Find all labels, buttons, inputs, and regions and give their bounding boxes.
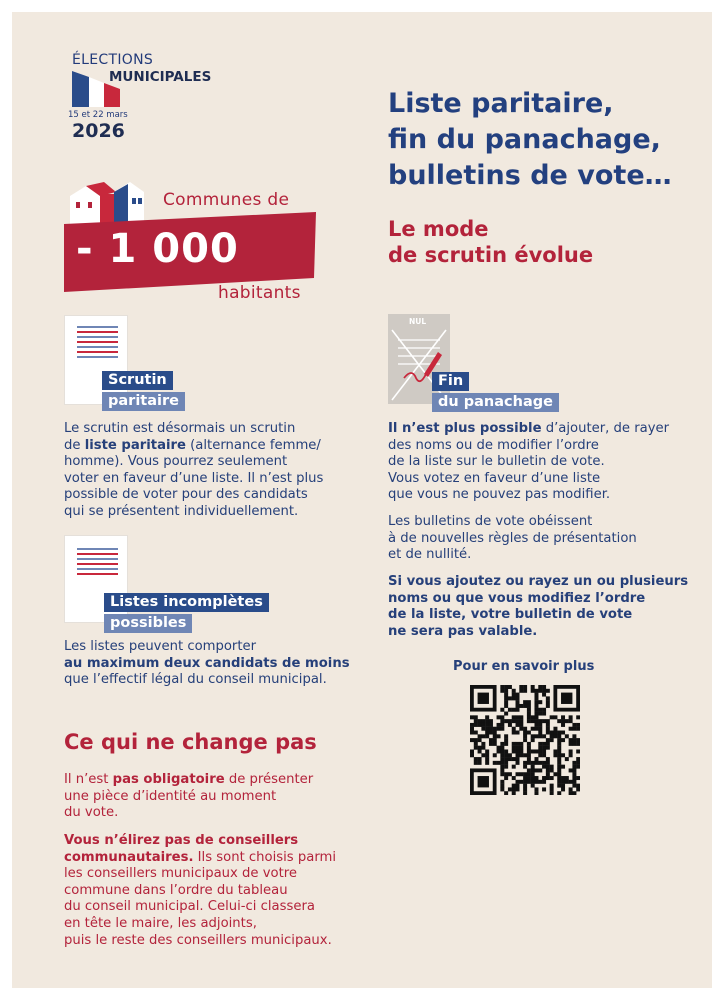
listes-incompletes-heading: [104, 591, 269, 633]
incompletes-paragraph: [64, 639, 364, 689]
unchanged-line: en tête le maire, les adjoints,: [64, 915, 257, 931]
panachage-paragraph-2: [388, 514, 688, 564]
banner-top-label: Communes de: [163, 190, 290, 210]
scrutin-line: qui se présentent individuellement.: [64, 503, 299, 519]
municipales-label: MUNICIPALES: [109, 69, 212, 85]
scrutin-line: homme). Vous pourrez seulement: [64, 454, 288, 470]
panachage-warning: [388, 574, 698, 640]
unchanged-line: du vote.: [64, 805, 119, 821]
warning-line: Si vous ajoutez ou rayez un ou plusieurs: [388, 574, 689, 589]
warning-line: noms ou que vous modifiez l’ordre: [388, 590, 646, 606]
unchanged-paragraph-2: [64, 833, 364, 949]
unchanged-line: du conseil municipal. Celui-ci classera: [64, 899, 315, 915]
scrutin-line: possible de voter pour des candidats: [64, 487, 308, 503]
incompletes-line: que l’effectif légal du conseil municipal.: [64, 672, 327, 688]
elections-logo: [68, 52, 232, 152]
panachage-line: Vous votez en faveur d’une liste: [388, 470, 601, 486]
panachage-heading: [432, 370, 559, 412]
unchanged-line: commune dans l’ordre du tableau: [64, 882, 288, 898]
unchanged-line: une pièce d’identité au moment: [64, 788, 277, 804]
unchanged-line: Il n’est pas obligatoire de présenter: [64, 772, 314, 787]
french-flag-icon: [72, 69, 124, 109]
unchanged-line: puis le reste des conseillers municipaux.: [64, 932, 332, 948]
incompletes-label-2: possibles: [104, 614, 192, 633]
unchanged-title: Ce qui ne change pas: [64, 730, 317, 754]
headline-line-2: fin du panachage,: [388, 124, 661, 155]
panachage-line: que vous ne pouvez pas modifier.: [388, 487, 611, 503]
panachage-line: des noms ou de modifier l’ordre: [388, 437, 599, 453]
scrutin-label-1: Scrutin: [102, 371, 173, 390]
incompletes-line: Les listes peuvent comporter: [64, 639, 257, 654]
unchanged-line: communautaires. Ils sont choisis parmi: [64, 849, 337, 865]
headline-line-1: Liste paritaire,: [388, 88, 614, 119]
scrutin-line: de liste paritaire (alternance femme/: [64, 437, 321, 453]
subheadline-line-2: de scrutin évolue: [388, 243, 594, 267]
nul-label: NUL: [409, 317, 427, 326]
scrutin-line: Le scrutin est désormais un scrutin: [64, 421, 296, 436]
incompletes-line: au maximum deux candidats de moins: [64, 655, 350, 671]
subheadline-line-1: Le mode: [388, 217, 489, 241]
unchanged-line: les conseillers municipaux de votre: [64, 866, 298, 882]
more-info-label: Pour en savoir plus: [453, 659, 595, 674]
poster: [12, 12, 712, 988]
unchanged-paragraph-1: [64, 772, 364, 822]
elections-label: ÉLECTIONS: [72, 52, 154, 68]
dates-label: 15 et 22 mars: [68, 110, 128, 120]
headline: [388, 86, 672, 194]
panachage-label-1: Fin: [432, 372, 469, 391]
panachage-line: et de nullité.: [388, 547, 472, 563]
panachage-line: à de nouvelles règles de présentation: [388, 530, 637, 546]
scrutin-label-2: paritaire: [102, 392, 185, 411]
panachage-label-2: du panachage: [432, 393, 559, 412]
qr-code[interactable]: [470, 685, 580, 795]
warning-line: ne sera pas valable.: [388, 623, 538, 639]
banner-bottom-label: habitants: [218, 283, 301, 303]
panachage-line: Les bulletins de vote obéissent: [388, 514, 593, 529]
banner-number: - 1 000: [76, 226, 239, 272]
scrutin-paragraph: [64, 421, 364, 521]
year-label: 2026: [72, 120, 125, 142]
subheadline: [388, 216, 593, 268]
headline-line-3: bulletins de vote…: [388, 160, 672, 191]
incompletes-label-1: Listes incomplètes: [104, 593, 269, 612]
warning-line: de la liste, votre bulletin de vote: [388, 607, 633, 623]
scrutin-paritaire-heading: [102, 369, 185, 411]
unchanged-line: Vous n’élirez pas de conseillers: [64, 833, 299, 848]
panachage-line: de la liste sur le bulletin de vote.: [388, 454, 605, 470]
panachage-paragraph-1: [388, 421, 688, 504]
panachage-line: Il n’est plus possible d’ajouter, de rayer: [388, 421, 670, 436]
scrutin-line: voter en faveur d’une liste. Il n’est plus: [64, 470, 324, 486]
